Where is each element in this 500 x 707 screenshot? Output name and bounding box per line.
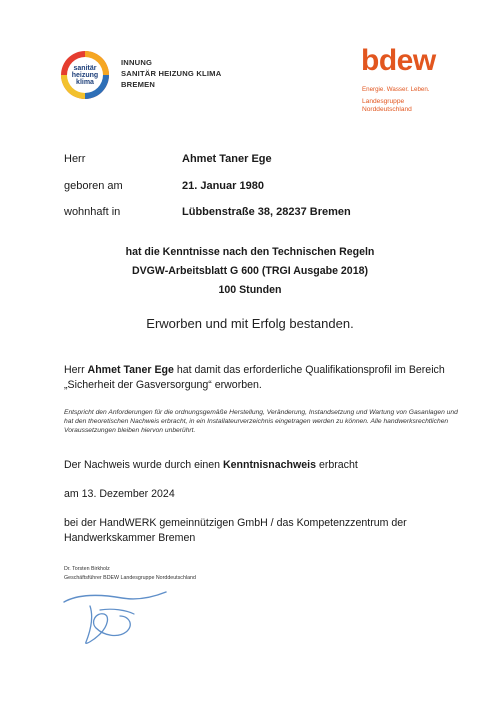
innung-logo-line-1: sanitär [73, 65, 97, 72]
signatory-block [64, 565, 196, 583]
bdew-logo: bdew [361, 44, 436, 77]
address: Lübbenstraße 38, 28237 Bremen [182, 206, 351, 218]
signatory-name: Dr. Torsten Birkholz [64, 566, 110, 572]
regulation-hours: 100 Stunden [218, 284, 282, 296]
profile-suffix: hat damit das erforderliche Qualifikationsprofil im Bereich „Sicherheit der Gasversorgung“ erworben. [64, 364, 445, 391]
proof-suffix: erbracht [316, 459, 358, 471]
birth-date: 21. Januar 1980 [182, 180, 264, 192]
regulation-line-1: hat die Kenntnisse nach den Technischen Regeln [125, 246, 375, 258]
profile-name: Ahmet Taner Ege [87, 364, 174, 376]
signatory-title: Geschäftsführer BDEW Landesgruppe Norddeutschland [64, 575, 196, 581]
bdew-group-line-2: Norddeutschland [362, 106, 412, 114]
residence-label: wohnhaft in [64, 206, 121, 218]
bdew-group-line-1: Landesgruppe [362, 98, 405, 105]
proof-prefix: Der Nachweis wurde durch einen [64, 459, 223, 471]
innung-logo-line-2: heizung [71, 72, 99, 79]
person-name: Ahmet Taner Ege [182, 153, 272, 165]
handwritten-signature [60, 588, 170, 650]
proof-type: Kenntnisnachweis [222, 459, 316, 471]
fine-print: Entspricht den Anforderungen für die ordnungsgemäße Herstellung, Veränderung, Instandsetzung und Wartung von Gasanlagen und hat den theoretischen Nachweis erbracht, in ein Installateurverzeichnis eingetragen werden zu können. Alle handwerksrechtlichen Voraussetzungen bleiben hiervon unberührt. [64, 409, 458, 434]
salutation-label: Herr [64, 153, 86, 165]
innung-line-1: INNUNG [121, 58, 153, 67]
innung-line-2: SANITÄR HEIZUNG KLIMA [121, 69, 222, 78]
innung-name [121, 57, 221, 90]
date-line: am 13. Dezember 2024 [64, 488, 175, 500]
result-statement: Erworben und mit Erfolg bestanden. [146, 316, 354, 331]
innung-logo [60, 50, 110, 100]
profile-prefix: Herr [64, 364, 88, 376]
birth-label: geboren am [64, 180, 123, 192]
institution-line: bei der HandWERK gemeinnützigen GmbH / das Kompetenzzentrum der Handwerkskammer Bremen [64, 517, 407, 544]
profile-paragraph [64, 363, 459, 393]
regulation-line-2: DVGW-Arbeitsblatt G 600 (TRGI Ausgabe 2018) [131, 265, 369, 277]
proof-line [64, 458, 459, 473]
bdew-group [362, 98, 412, 115]
innung-line-3: BREMEN [121, 80, 156, 89]
bdew-tagline: Energie. Wasser. Leben. [362, 86, 430, 93]
innung-logo-line-3: klima [76, 79, 94, 86]
